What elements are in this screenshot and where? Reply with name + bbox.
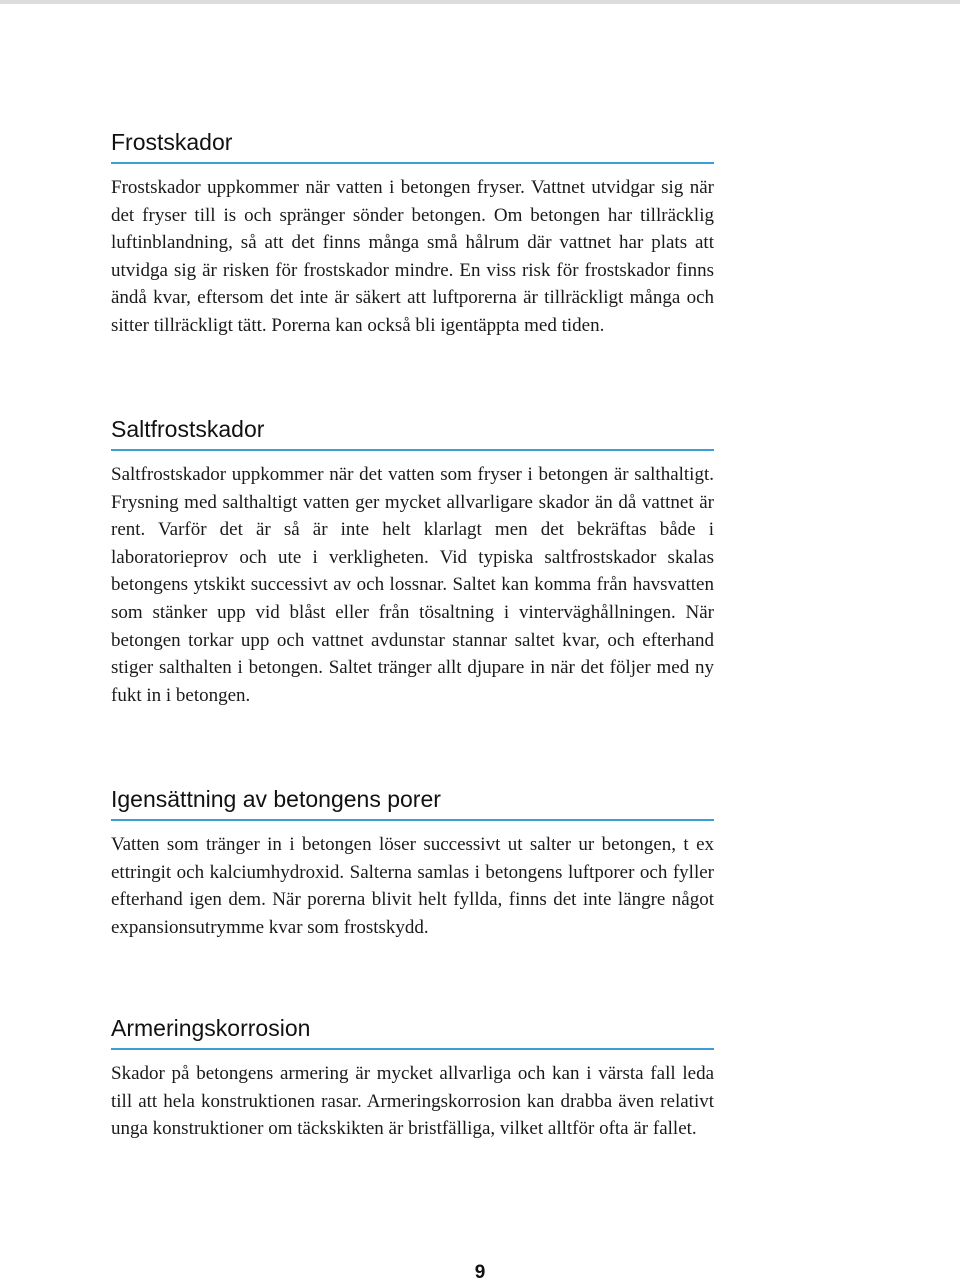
section-frostskador	[111, 128, 714, 340]
section-saltfrostskador	[111, 415, 714, 709]
section-body: Vatten som tränger in i betongen löser successivt ut salter ur betongen, t ex ettringit och kalciumhydroxid. Salterna samlas i betongens luftporer och fyller efterhand igen dem. När porerna blivit helt fyllda, finns det inte längre något expansionsutrymme kvar som frostskydd.	[111, 834, 714, 938]
section-body: Frostskador uppkommer när vatten i betongen fryser. Vattnet utvidgar sig när det fryser till is och spränger sönder betongen. Om betongen har tillräcklig luftinblandning, så att det finns många små hålrum där vattnet har plats att utvidga sig är risken för frostskador mindre. En viss risk för frostskador finns ändå kvar, eftersom det inte är säkert att luftporerna är tillräckligt många och sitter tillräckligt tätt. Porerna kan också bli igentäppta med tiden.	[111, 177, 714, 336]
section-heading: Saltfrostskador	[111, 415, 714, 451]
section-heading: Frostskador	[111, 128, 714, 164]
section-armeringskorrosion	[111, 1014, 714, 1143]
section-heading: Armeringskorrosion	[111, 1014, 714, 1050]
section-body: Saltfrostskador uppkommer när det vatten som fryser i betongen är salthaltigt. Frysning med salthaltigt vatten ger mycket allvarligare skador än då vattnet är rent. Varför det är så är inte helt klarlagt men det bekräftas både i laboratorieprov och ute i verkligheten. Vid typiska saltfrostskador skalas betongens ytskikt successivt av och lossnar. Saltet kan komma från havsvatten som stänker upp vid blåst eller från tösaltning i vinterväghållningen. När betongen torkar upp och vattnet avdunstar stannar saltet kvar, och efterhand stiger salthalten i betongen. Saltet tränger allt djupare in när det följer med ny fukt in i betongen.	[111, 464, 714, 706]
section-body: Skador på betongens armering är mycket allvarliga och kan i värsta fall leda till att hela konstruktionen rasar. Armeringskorrosion kan drabba även relativt unga konstruktioner om täckskikten är bristfälliga, vilket alltför ofta är fallet.	[111, 1063, 714, 1140]
page-number: 9	[474, 1262, 486, 1283]
top-border	[0, 0, 960, 4]
section-heading: Igensättning av betongens porer	[111, 785, 714, 821]
section-igensattning	[111, 785, 714, 941]
